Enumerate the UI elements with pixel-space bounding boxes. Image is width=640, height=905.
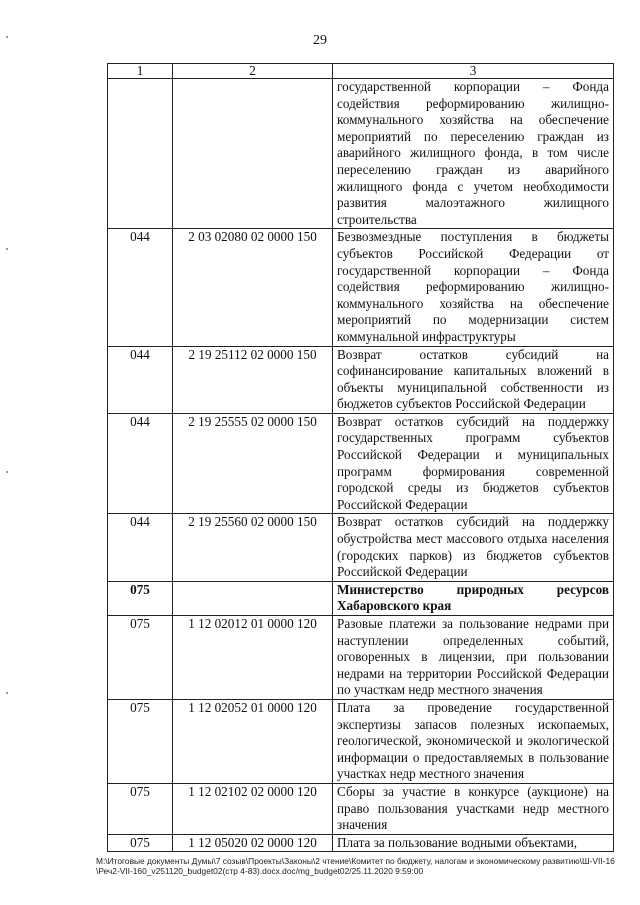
administrator-code: 044 [108,514,173,581]
revenue-name: Возврат остатков субсидий на поддержку государственных программ субъектов Российской Федерации и муниципальных программ формирования современной городской среды из бюджетов субъектов Российской Федерации [333,413,614,514]
page-number: 29 [313,33,327,48]
budget-classification-code: 1 12 05020 02 0000 120 [173,834,333,852]
administrator-code: 075 [108,581,173,615]
scan-mark [6,692,8,694]
ministry-heading-row [108,581,614,615]
table-row [108,413,614,514]
administrator-code: 044 [108,229,173,346]
budget-classification-code: 1 12 02102 02 0000 120 [173,783,333,834]
scan-mark [6,248,8,250]
administrator-code: 075 [108,834,173,852]
administrator-code: 075 [108,783,173,834]
column-header-1: 1 [108,64,173,79]
budget-classification-code: 2 19 25112 02 0000 150 [173,346,333,413]
revenue-name: Плата за пользование водными объектами, [333,834,614,852]
table-header-row [108,64,614,79]
administrator-code: 075 [108,616,173,700]
table-row [108,783,614,834]
column-header-3: 3 [333,64,614,79]
budget-classification-code [173,581,333,615]
budget-classification-code: 2 19 25560 02 0000 150 [173,514,333,581]
table-row [108,229,614,346]
administrator-code [108,79,173,229]
revenue-name: Разовые платежи за пользование недрами при наступлении определенных событий, оговоренных в лицензии, при пользовании недрами на территории Российской Федерации по участкам недр местного значения [333,616,614,700]
revenue-name: Возврат остатков субсидий на поддержку обустройства мест массового отдыха населения (городских парков) из бюджетов субъектов Российской Федерации [333,514,614,581]
revenue-name: Министерство природных ресурсов Хабаровского края [333,581,614,615]
table-row [108,514,614,581]
scan-mark [6,471,8,473]
table-row [108,834,614,852]
administrator-code: 044 [108,413,173,514]
table-row [108,346,614,413]
table-row [108,79,614,229]
revenue-name: Плата за проведение государственной экспертизы запасов полезных ископаемых, геологической, экономической и экологической информации о предоставляемых в пользование участках недр местного значения [333,699,614,783]
revenue-codes-table [107,63,614,852]
table-row [108,616,614,700]
column-header-2: 2 [173,64,333,79]
budget-classification-code: 1 12 02012 01 0000 120 [173,616,333,700]
revenue-name: Возврат остатков субсидий на софинансирование капитальных вложений в объекты муниципальной собственности из бюджетов субъектов Российской Федерации [333,346,614,413]
administrator-code: 075 [108,699,173,783]
file-path-footer: M:\Итоговые документы Думы\7 созыв\Проекты\Законы\2 чтение\Комитет по бюджету, налогам и экономическому развитию\Ш-VII-16\Реч2-VII-160_v251120_budget02(стр 4-83).docx.doc/mg_budget02/25.11.2020 9:59:00 [96,856,615,876]
revenue-name: Сборы за участие в конкурсе (аукционе) на право пользования участками недр местного значения [333,783,614,834]
table-row [108,699,614,783]
administrator-code: 044 [108,346,173,413]
budget-classification-code: 2 19 25555 02 0000 150 [173,413,333,514]
budget-classification-code: 1 12 02052 01 0000 120 [173,699,333,783]
budget-classification-code: 2 03 02080 02 0000 150 [173,229,333,346]
revenue-name: государственной корпорации – Фонда содействия реформированию жилищно-коммунального хозяйства на обеспечение мероприятий по переселению граждан из аварийного жилищного фонда, в том числе переселению граждан из аварийного жилищного фонда с учетом необходимости развития малоэтажного жилищного строительства [333,79,614,229]
revenue-name: Безвозмездные поступления в бюджеты субъектов Российской Федерации от государственной корпорации – Фонда содействия реформированию жилищно-коммунального хозяйства на обеспечение мероприятий по модернизации систем коммунальной инфраструктуры [333,229,614,346]
budget-classification-code [173,79,333,229]
scan-mark [6,36,8,38]
